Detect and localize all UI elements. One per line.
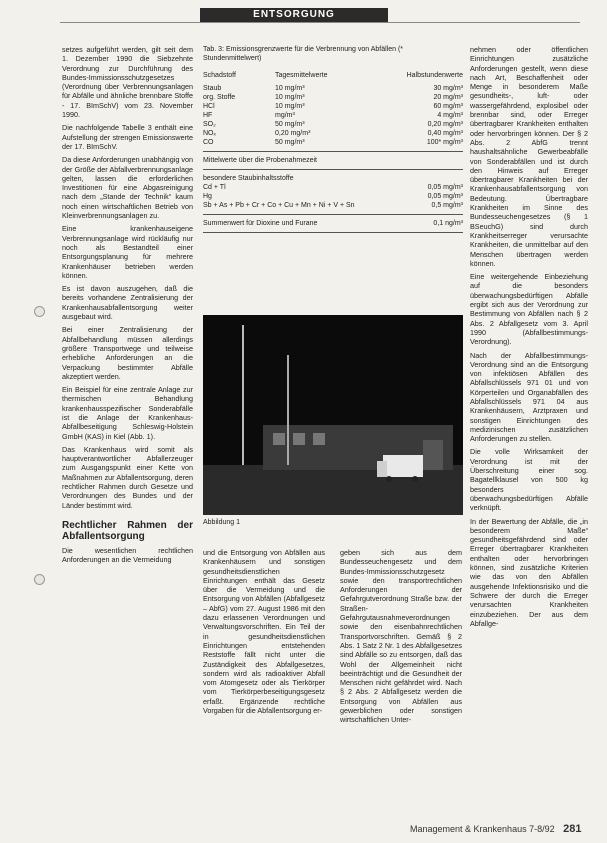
sum-label: Summenwert für Dioxine und Furane [203,220,318,227]
table-cell: SO₂ [203,121,216,128]
paragraph: geben sich aus dem Bundesseuchengesetz und dem Bundes-Immissionsschutzgesetz sowie den transportrechtlichen Anforderungen der Gefahrgutverordnung Straße bzw. der Straßen-Gefahrgutausnahmeverordnungen sowie den eisenbahnrechtlichen Transportvorschriften. Gemäß § 2 Abs. 1 Satz 2 Nr. 1 des Abfallgesetzes sind Abfälle so zu entsorgen, daß das Wohl der Allgemeinheit nicht beeinträchtigt und die Gesundheit der Menschen nicht gefährdet wird. Nach § 2 Abs. 2 Abfallgesetz werden die Entsorgung von Abfällen aus gewerblichen oder sonstigen wirtschaftlichen Unter- [340,548,462,725]
table-cell: 10 mg/m³ [275,103,305,110]
paragraph: Ein Beispiel für eine zentrale Anlage zur thermischen Behandlung krankenhausspezifischer Sonderabfälle ist die Anlage der Krankenhaus-Abfallbeseitigung Schleswig-Holstein GmbH (KAS) in Kiel (Abb. 1). [62,385,193,441]
paragraph: Die volle Wirksamkeit der Verordnung ist mit der Überschreitung einer sog. Bagatellklausel von 500 kg besonders überwachungsbedürftigen Abfälle verknüpft. [470,447,588,513]
paragraph: nehmen oder öffentlichen Einrichtungen zusätzliche Anforderungen gestellt, wenn diese nach Art, Beschaffenheit oder Menge in besonderem Maße gesundheits-, luft- oder wassergefährdend, explosibel oder brennbar sind, oder Erreger übertragbarer Krankheiten enthalten oder hervorbringen können. Der § 2 Abs. 2 AbfG trennt haushaltsähnliche Gewerbeabfälle von Sonderabfällen und ist durch den Hinweis auf Erreger übertragbarer Krankheiten bei der Krankenhausabfallentsorgung von Bedeutung. Übertragbare Krankheiten im Sinne des Bundesseuchengesetzes (§ 1 BSeuchG) sind durch Krankheitserreger verursachte Krankheiten, die unmittelbar auf den Menschen übertragen werden können. [470,45,588,268]
paragraph: Die wesentlichen rechtlichen Anforderungen an die Vermeidung [62,545,193,565]
metal-title: besondere Staubinhaltsstoffe [203,175,294,182]
metal-value: 0,5 mg/m³ [431,202,463,209]
probe-title: Mittelwerte über die Probenahmezeit [203,157,318,164]
header-rule [60,22,580,23]
metal-name: Hg [203,193,212,200]
table-cell: 0,20 mg/m³ [275,130,311,137]
table-row [203,129,463,138]
metal-row [203,201,463,210]
table-cell: HCl [203,103,215,110]
table-cell: 100* mg/m³ [426,139,463,146]
table-cell: 4 mg/m³ [437,112,463,119]
table-header [203,71,463,80]
metal-row [203,183,463,192]
table-row [203,120,463,129]
table-rule [203,214,463,215]
paragraph: Es ist davon auszugehen, daß die bereits vorhandene Zentralisierung der Krankenhausabfallentsorgung weiter ausgebaut wird. [62,284,193,322]
table-cell: 60 mg/m³ [433,103,463,110]
paragraph: Eine weitergehende Einbeziehung auf die besonders überwachungsbedürftigen Abfälle ergibt sich aus der Verordnung zur Bestimmung von Abfällen nach § 2 Abs. 2 Abfallgesetz vom 3. April 1990 (Abfallbestimmungs-Verordnung). [470,272,588,347]
paragraph: Eine krankenhauseigene Verbrennungsanlage wird rückläufig nur noch als Bestandteil einer Entsorgungsplanung für mehrere Krankenhäuser betrieben werden können. [62,224,193,280]
table-row [203,102,463,111]
table-cell: 0,20 mg/m³ [427,121,463,128]
paragraph: setzes aufgeführt werden, gilt seit dem 1. Dezember 1990 die Siebzehnte Verordnung zur Durchführung des Bundes-Immissionsschutzgesetzes (Verordnung über Verbrennungsanlagen für Abfälle und ähnliche brennbare Stoffe - 17. BImSchV) vom 23. November 1990. [62,45,193,120]
paragraph: Bei einer Zentralisierung der Abfallbehandlung müssen allerdings größere Transportwege und teilweise erhebliche Anforderungen an die Verpackung bestimmter Abfälle akzeptiert werden. [62,325,193,381]
table-cell: org. Stoffe [203,94,236,101]
section-header: ENTSORGUNG [200,8,388,22]
table-caption: Tab. 3: Emissionsgrenzwerte für die Verbrennung von Abfällen (* Stundenmittelwert) [203,46,404,62]
binder-hole [34,574,45,585]
right-column [470,45,588,632]
middle-column-2 [340,548,462,729]
metal-row [203,192,463,201]
facility-photo [203,315,463,515]
table-cell: 50 mg/m³ [275,121,305,128]
paragraph: und die Entsorgung von Abfällen aus Krankenhäusern und sonstigen gesundheitsdienstlichen Einrichtungen enthält das Gesetz über die Vermeidung und die Entsorgung von Abfällen (Abfallgesetz – AbfG) vom 27. August 1986 mit den dazu erlassenen Verordnungen und Verwaltungsvorschriften. Ein Teil der in gesundheitsdienstlichen Einrichtungen entstehenden Reststoffe fällt nicht unter die Zuständigkeit des Abfallgesetzes, sondern wird als radioaktiver Abfall vom Atomgesetz oder als Tierkörper vom Tierkörperbeseitigungsgesetz erfaßt. Ergänzende rechtliche Vorgaben für die Abfallentsorgung er- [203,548,325,716]
header-cell: Schadstoff [203,72,236,79]
table-row [203,93,463,102]
paragraph: Die nachfolgende Tabelle 3 enthält eine Aufstellung der strengen Emissionswerte der 17. BImSchV. [62,123,193,151]
left-column [62,45,193,569]
page-footer [410,823,581,835]
metal-value: 0,05 mg/m³ [427,193,463,200]
table-cell: 0,40 mg/m³ [427,130,463,137]
journal-name: Management & Krankenhaus 7-8/92 [410,824,555,834]
table-row [203,111,463,120]
paragraph: In der Bewertung der Abfälle, die „in besonderem Maße“ gesundheitsgefährdend sind oder Erreger übertragbarer Krankheiten enthalten oder hervorbringen können, sind zusätzliche Kriterien wie das von den Abfällen ausgehende Infektionsrisiko und die Schwere der durch die Erreger verursachten Krankheiten einzubeziehen. Der aus dem Abfallge- [470,516,588,628]
page-number: 281 [563,823,582,835]
table-cell: 30 mg/m³ [433,85,463,92]
table-rule [203,151,463,152]
metal-name: Cd + Tl [203,184,226,191]
middle-column-1 [203,548,325,719]
paragraph: Da diese Anforderungen unabhängig von der Größe der Abfallverbrennungsanlage gelten, lassen die erforderlichen Investitionen für eine Abgasreinigung nach dem „Stande der Technik“ kaum noch einen wirtschaftlichen Betrieb von Kleinverbrennungsanlagen zu. [62,155,193,221]
table-cell: CO [203,139,214,146]
table-row [203,84,463,93]
sum-value: 0,1 ng/m³ [433,220,463,227]
sum-row [203,219,463,228]
emission-table [203,45,463,237]
metal-name: Sb + As + Pb + Cr + Co + Cu + Mn + Ni + V + Sn [203,202,355,209]
table-rule [203,232,463,233]
figure-caption: Abbildung 1 [203,519,240,526]
table-cell: 20 mg/m³ [433,94,463,101]
table-row [203,138,463,147]
table-cell: HF [203,112,213,119]
table-cell: 50 mg/m³ [275,139,305,146]
table-cell: NOₓ [203,130,216,137]
table-cell: 10 mg/m³ [275,85,305,92]
metal-value: 0,05 mg/m³ [427,184,463,191]
table-cell: mg/m³ [275,112,295,119]
paragraph: Das Krankenhaus wird somit als hauptverantwortlicher Abfallerzeuger zum Ausgangspunkt einer Kette von Maßnahmen zur Abfallentsorgung, deren rechtlicher Rahmen durch Gesetze und Verordnungen des Bundes und der Länder bestimmt wird. [62,444,193,510]
header-cell: Halbstundenwerte [406,72,463,79]
table-rule [203,169,463,170]
table-cell: Staub [203,85,222,92]
subheading: Rechtlicher Rahmen der Abfallentsorgung [62,519,193,542]
header-cell: Tagesmittelwerte [275,72,328,79]
table-cell: 10 mg/m³ [275,94,305,101]
paragraph: Nach der Abfallbestimmungs-Verordnung sind an die Entsorgung von infektiösen Abfällen des Abfallschlüssels 971 01 und von Körperteilen und Organabfällen des Abfallschlüssels 971 04 aus Krankenhäusern, Arztpraxen und sonstigen Einrichtungen des medizinischen zusätzlichen Anforderungen zu stellen. [470,350,588,444]
binder-hole [34,306,45,317]
